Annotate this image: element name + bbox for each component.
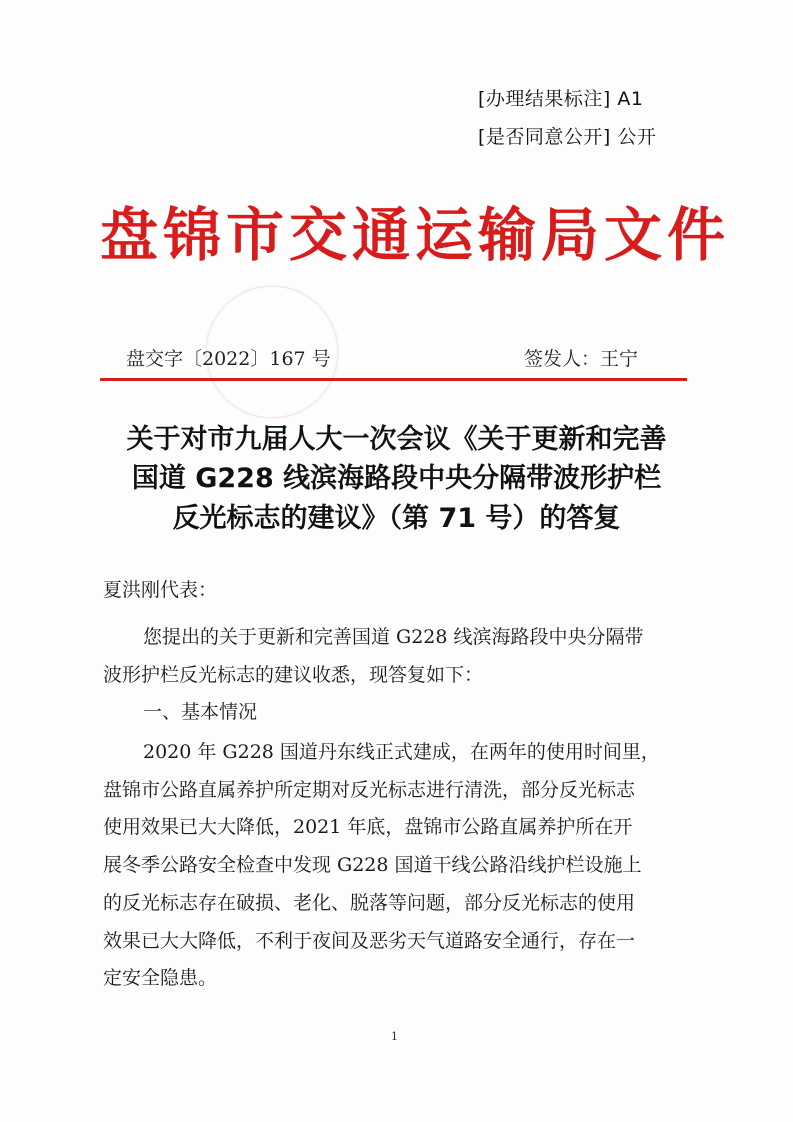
signer-label: 签发人：王宁 [524, 348, 639, 370]
salutation: 夏洪刚代表： [103, 579, 218, 601]
red-separator-line [100, 378, 687, 381]
paragraph-1-line-2: 波形护栏反光标志的建议收悉，现答复如下： [103, 664, 484, 686]
public-flag-annotation: [是否同意公开] 公开 [478, 126, 657, 148]
result-mark-annotation: [办理结果标注] A1 [478, 88, 644, 110]
paragraph-2-line-5: 的反光标志存在破损、老化、脱落等问题，部分反光标志的使用 [103, 892, 636, 914]
paragraph-2-line-7: 定安全隐患。 [103, 967, 218, 989]
paragraph-2-line-3: 使用效果已大大降低，2021 年底，盘锦市公路直属养护所在开 [103, 816, 633, 838]
section-1-heading: 一、基本情况 [143, 701, 258, 723]
paragraph-2-line-1: 2020 年 G228 国道丹东线正式建成，在两年的使用时间里， [143, 741, 660, 763]
paragraph-1-line-1: 您提出的关于更新和完善国道 G228 线滨海路段中央分隔带 [143, 626, 644, 648]
document-number: 盘交字〔2022〕167 号 [126, 348, 331, 370]
document-title-line-2: 国道 G228 线滨海路段中央分隔带波形护栏 [131, 463, 662, 494]
document-title-line-3: 反光标志的建议》（第 71 号）的答复 [172, 503, 621, 534]
paragraph-2-line-4: 展冬季公路安全检查中发现 G228 国道干线公路沿线护栏设施上 [103, 854, 642, 876]
red-masthead-title: 盘锦市交通运输局文件 [100, 201, 731, 269]
paragraph-2-line-2: 盘锦市公路直属养护所定期对反光标志进行清洗，部分反光标志 [103, 779, 636, 801]
document-title-line-1: 关于对市九届人大一次会议《关于更新和完善 [126, 424, 667, 455]
paragraph-2-line-6: 效果已大大降低，不利于夜间及恶劣天气道路安全通行，存在一 [103, 930, 636, 952]
page-number: 1 [391, 1030, 398, 1043]
